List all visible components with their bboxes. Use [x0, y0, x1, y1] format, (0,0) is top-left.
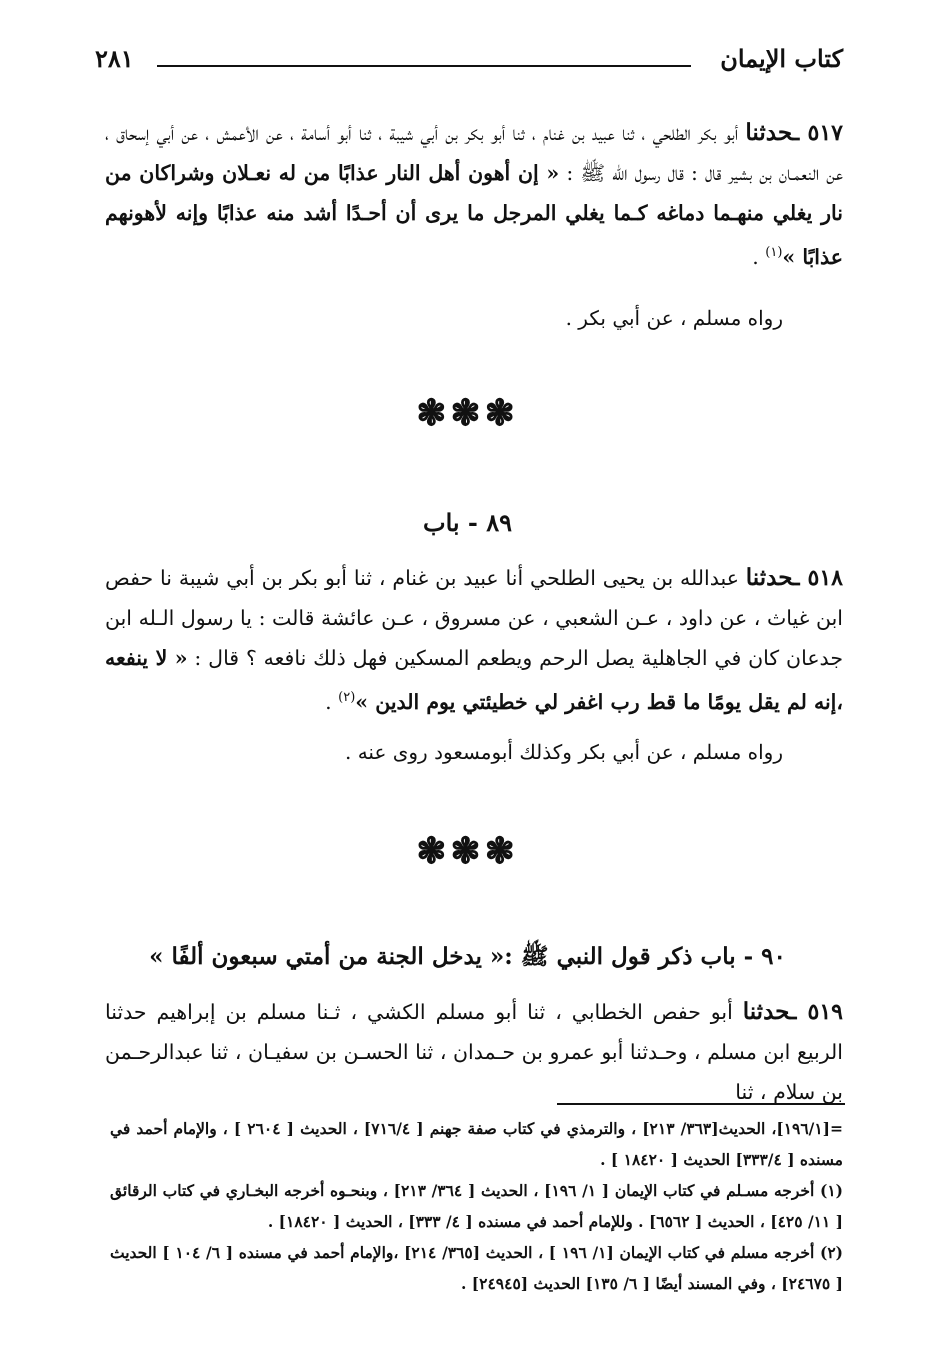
footnote-1: (١) أخرجه مسـلم في كتاب الإيمان [ ١/ ١٩٦] ، الحديث [ ٣٦٤/ ٢١٣] ، وبنحـوه أخرجه البخـاري في كتاب الرقائق [ ١١/ ٤٢٥] ، الحديث [ ٦٥٦٢] . وللإمام أحمد في مسنده [ ٤/ ٣٣٣] ، الحديث [ ١٨٤٢٠] . — [110, 1181, 843, 1231]
chapter-heading-90: ٩٠ - باب ذكر قول النبي ﷺ :« يدخل الجنة من أمتي سبعون ألفًا » — [149, 943, 786, 970]
page-header — [95, 44, 843, 84]
chapter-heading-89: ٨٩ - باب — [422, 508, 513, 537]
riwaya-517: رواه مسلم ، عن أبي بكر . — [565, 306, 783, 330]
isnad-text: أبو حفص الخطابي ، ثنا أبو مسلم الكشي ، ثـنا مسلم بن إبراهيم حدثنا الربيع ابن مسلم ، وحـدثنا أبو عمرو بن حـمدان ، ثنا الحسـن بن سفيـان ، ثنا عبدالرحـمن بن سلام ، ثنا — [105, 1000, 843, 1104]
hadith-517 — [105, 113, 843, 277]
hadith-number: ٥١٩ ـ — [790, 999, 843, 1025]
isnad-text: أبو بكر الطلحي ، ثنا عبيد بن غنام ، ثنا أبو بكر بن أبي شيبة ، ثنا أبو أسامة ، عن الأعمش ، عن أبي إسحاق ، عن النعمـان بن بشير قال : قال رسول الله ﷺ : — [105, 121, 844, 185]
hadith-519 — [105, 992, 843, 1112]
section-separator: ❃❃❃ — [416, 392, 519, 434]
hadith-keyword: حدثنا — [745, 564, 794, 591]
hadith-518 — [105, 558, 843, 722]
matn-quote: « لا ينفعه ،إنه لم يقل يومًا ما قط رب اغفر لي خطيئتي يوم الدين » — [105, 646, 843, 714]
header-rule — [157, 65, 691, 67]
section-separator: ❃❃❃ — [416, 830, 519, 872]
isnad-text: عبدالله بن يحيى الطلحي أنا عبيد بن غنام ، ثنا أبو بكر بن أبي شيبة نا حفص ابن غياث ، عن داود ، عـن الشعبي ، عن مسروق ، عـن عائشة قالت : يا رسول الـله ابن جدعان كان في الجاهلية يصل الرحم ويطعم المسكين فهل ذلك نافعه ؟ قال : — [105, 566, 843, 670]
footnote-marker: (١) — [765, 245, 783, 260]
running-title: كتاب الإيمان — [720, 44, 843, 73]
sentence-end: . — [325, 689, 339, 714]
hadith-number: ٥١٨ ـ — [793, 565, 843, 591]
matn-quote: « إن أهون أهل النار عذابًا من له نعـلان وشراكان من نار يغلي منهـما دماغه كـما يغلي المرجل ما يرى أن أحـدًا أشد منه عذابًا وإنه لأهونهم عذابًا » — [105, 161, 843, 269]
hadith-number: ٥١٧ ـ — [792, 120, 843, 146]
page-number: ٢٨١ — [95, 44, 134, 73]
footnote-continuation: =[١٩٦/١]، الحديث[٣٦٣/ ٢١٣] ، والترمذي في كتاب صفة جهنم [ ٧١٦/٤] ، الحديث [ ٢٦٠٤ ] ، والإمام أحمد في مسنده [ ٣٣٣/٤] الحديث [ ١٨٤٢٠ ] . — [110, 1119, 843, 1169]
sentence-end: . — [752, 244, 766, 269]
hadith-keyword: حدثنا — [742, 998, 791, 1025]
footnote-2: (٢) أخرجه مسلم في كتاب الإيمان [١/ ١٩٦ ] ، الحديث [٣٦٥/ ٢١٤] ،والإمام أحمد في مسنده [ ٦/ ١٠٤ ] الحديث [ ٢٤٦٧٥] ، وفي المسند أيضًا [ ٦/ ١٣٥] الحديث [٢٤٩٤٥] . — [110, 1243, 843, 1293]
footnote-rule — [557, 1103, 845, 1105]
footnote-marker: (٢) — [338, 690, 356, 705]
footnotes — [110, 1113, 843, 1299]
hadith-keyword: حدثنا — [745, 119, 793, 146]
riwaya-518: رواه مسلم ، عن أبي بكر وكذلك أبومسعود روى عنه . — [344, 740, 783, 764]
